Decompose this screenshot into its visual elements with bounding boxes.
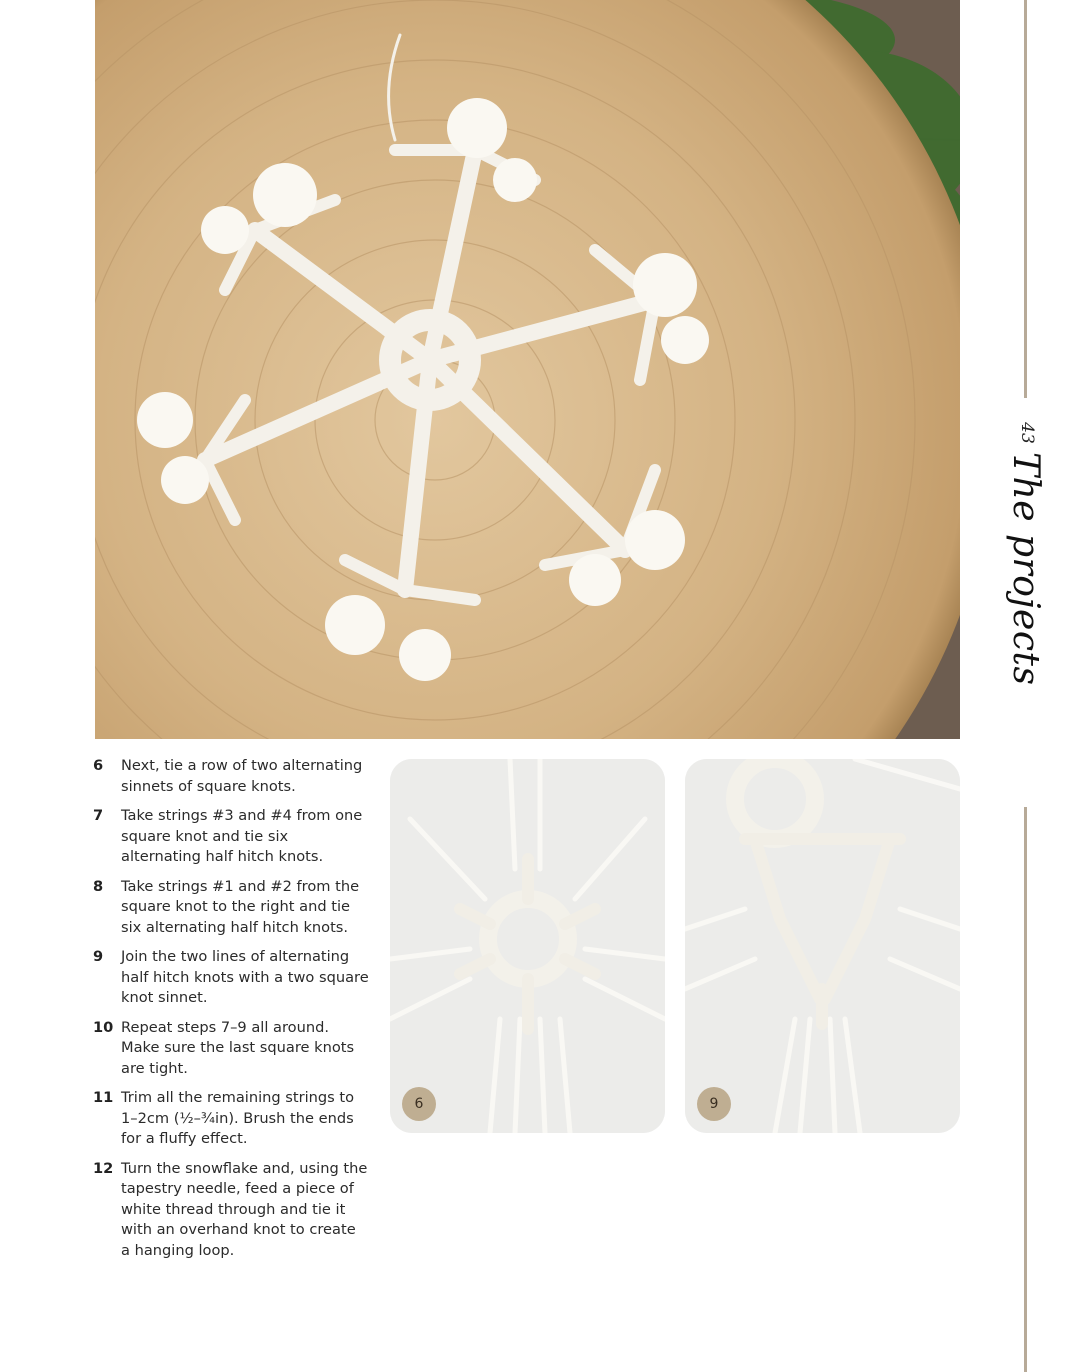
step-badge: 6 xyxy=(402,1087,436,1121)
step-text: Repeat steps 7–9 all around. Make sure the last square knots are tight. xyxy=(121,1018,355,1077)
step-number: 12 xyxy=(93,1159,114,1177)
step-item xyxy=(93,877,369,939)
step-number: 6 xyxy=(93,757,104,774)
knot-center-illustration xyxy=(390,759,665,1133)
knot-join-illustration xyxy=(685,759,960,1133)
snowflake-photo-illustration xyxy=(95,0,960,739)
step-item xyxy=(93,1018,369,1080)
section-title: The projects xyxy=(1005,452,1046,686)
step-item xyxy=(93,806,369,868)
step-text: Join the two lines of alternating half hitch knots with a two square knot sinnet. xyxy=(121,948,369,1006)
step-photo-9 xyxy=(685,759,960,1133)
step-number: 9 xyxy=(93,948,104,965)
side-rule-top xyxy=(1024,0,1027,398)
step-item xyxy=(93,947,369,1009)
step-item xyxy=(93,1159,369,1262)
instruction-steps xyxy=(93,756,369,1270)
step-badge: 9 xyxy=(697,1087,731,1121)
hero-photo xyxy=(95,0,960,739)
side-rule-bottom xyxy=(1024,807,1027,1372)
step-number: 10 xyxy=(93,1018,114,1036)
step-text: Take strings #1 and #2 from the square knot to the right and tie six alternating half hitch knots. xyxy=(121,877,360,936)
step-text: Turn the snowflake and, using the tapestry needle, feed a piece of white thread through and tie it with an overhand knot to create a hanging loop. xyxy=(121,1159,368,1259)
step-item xyxy=(93,756,369,797)
step-item xyxy=(93,1088,369,1150)
step-number: 7 xyxy=(93,807,104,824)
step-number: 8 xyxy=(93,877,104,895)
step-text: Trim all the remaining strings to 1–2cm (½–¾in). Brush the ends for a fluffy effect. xyxy=(121,1089,355,1147)
page-number: 43 xyxy=(1017,422,1037,444)
step-photo-6 xyxy=(390,759,665,1133)
step-text: Take strings #3 and #4 from one square knot and tie six alternating half hitch knots. xyxy=(121,807,363,865)
step-text: Next, tie a row of two alternating sinnets of square knots. xyxy=(121,757,363,795)
step-number: 11 xyxy=(93,1089,114,1106)
